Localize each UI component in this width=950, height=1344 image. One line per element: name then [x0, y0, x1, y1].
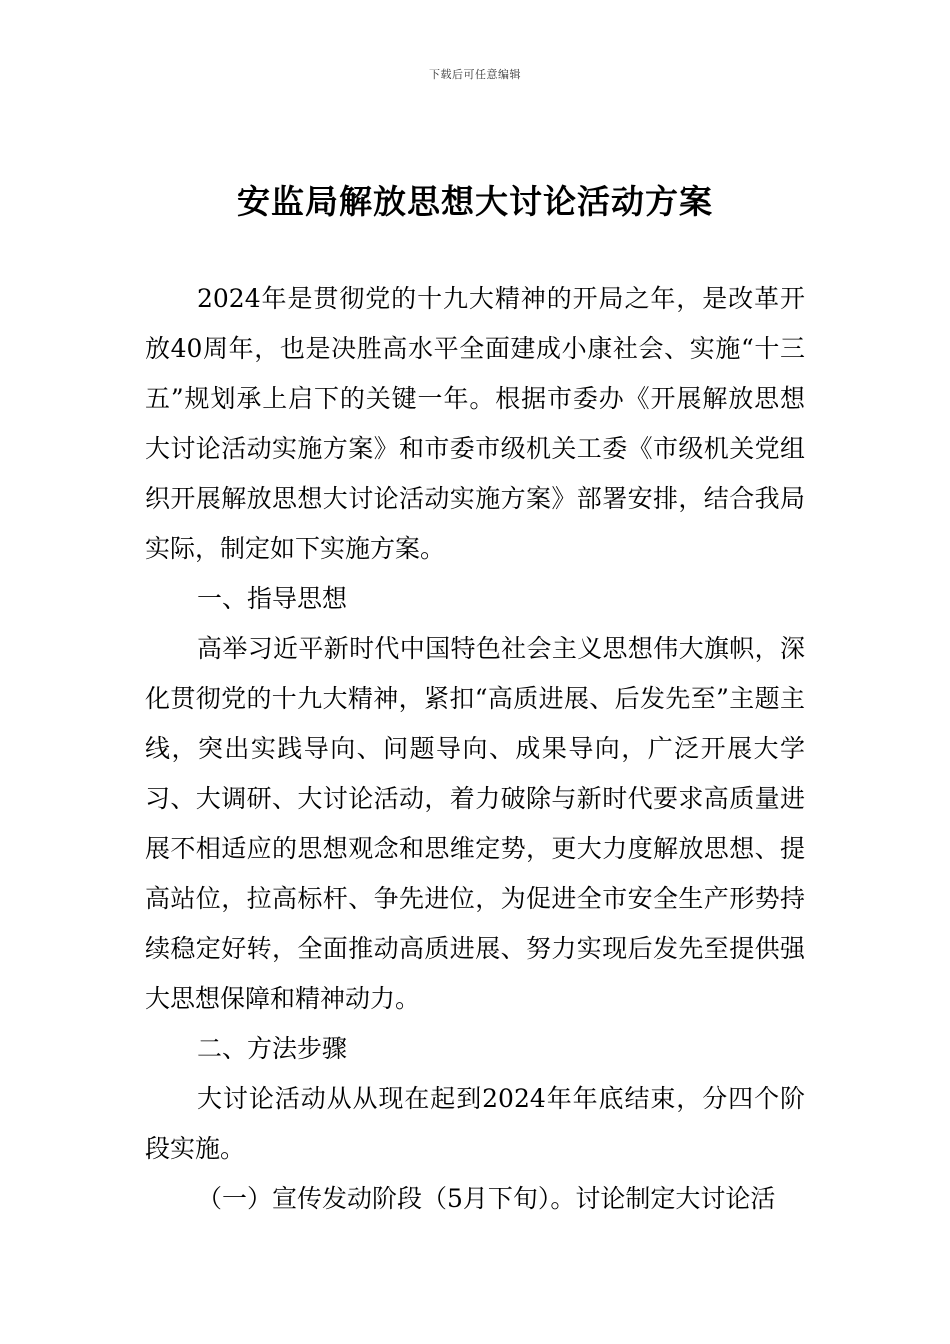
document-title: 安监局解放思想大讨论活动方案	[237, 182, 713, 221]
section-heading-methods-steps: 二、方法步骤	[197, 1034, 348, 1063]
methods-steps-paragraph: 大讨论活动从从现在起到2024年年底结束，分四个阶段实施。	[145, 1084, 805, 1163]
guiding-ideology-paragraph: 高举习近平新时代中国特色社会主义思想伟大旗帜，深化贯彻党的十九大精神，紧扣“高质进展、后发先至”主题主线，突出实践导向、问题导向、成果导向，广泛开展大学习、大调研、大讨论活动，着力破除与新时代要求高质量进展不相适应的思想观念和思维定势，更大力度解放思想、提高站位，拉高标杆、争先进位，为促进全市安全生产形势持续稳定好转，全面推动高质进展、努力实现后发先至提供强大思想保障和精神动力。	[145, 634, 805, 1013]
stage-one-paragraph: （一）宣传发动阶段（5月下旬）。讨论制定大讨论活	[197, 1184, 776, 1213]
section-heading-guiding-ideology: 一、指导思想	[197, 584, 348, 613]
header-note: 下载后可任意编辑	[429, 68, 521, 81]
document-body	[145, 274, 805, 1224]
intro-paragraph: 2024年是贯彻党的十九大精神的开局之年，是改革开放40周年，也是决胜高水平全面建成小康社会、实施“十三五”规划承上启下的关键一年。根据市委办《开展解放思想大讨论活动实施方案》和市委市级机关工委《市级机关党组织开展解放思想大讨论活动实施方案》部署安排，结合我局实际，制定如下实施方案。	[145, 284, 805, 563]
